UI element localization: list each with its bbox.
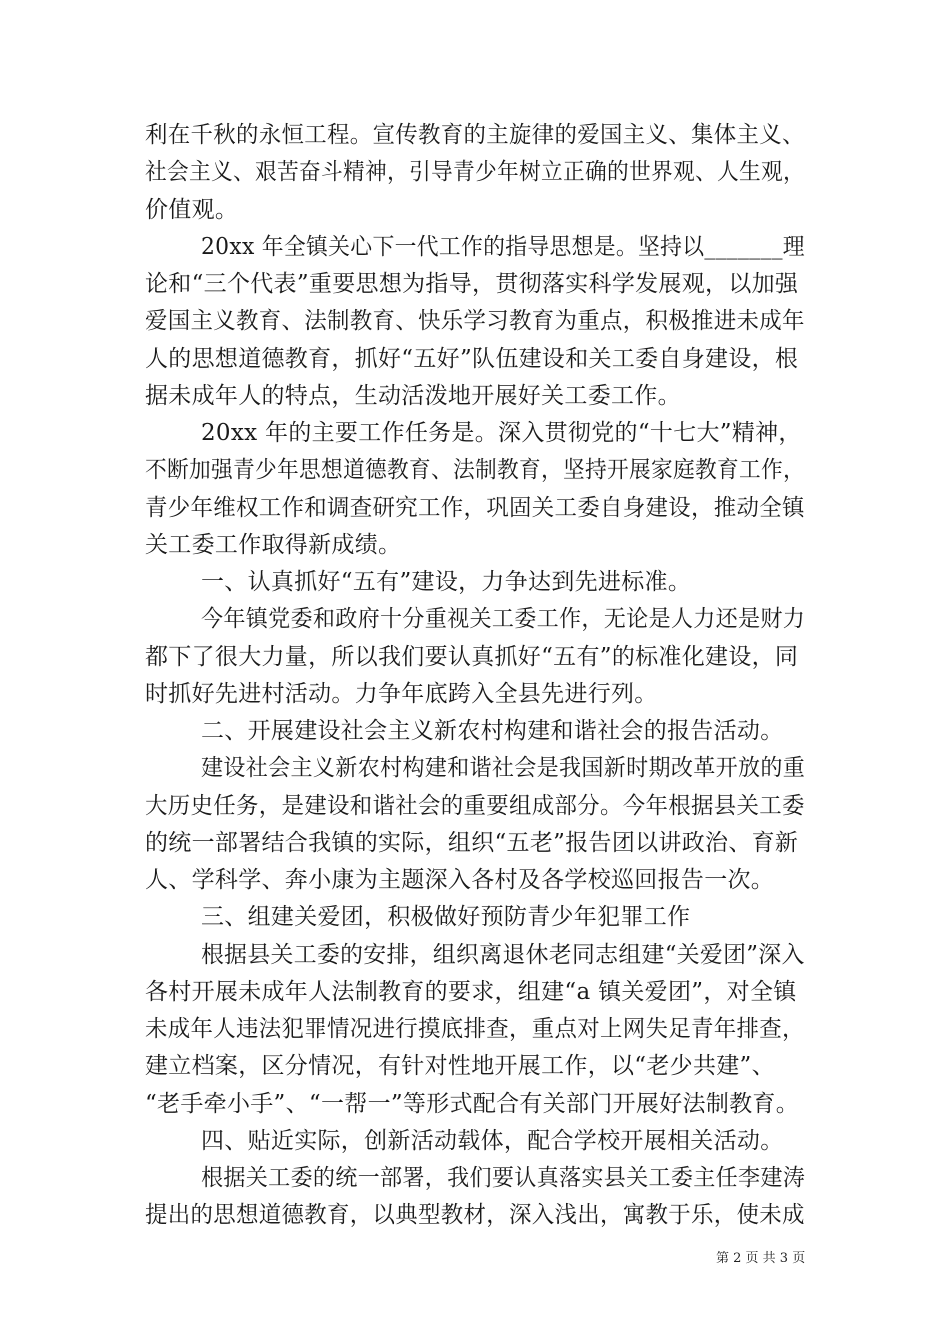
page-number-footer: 第 2 页 共 3 页 (716, 1251, 806, 1266)
section-heading: 三、组建关爱团，积极做好预防青少年犯罪工作 (201, 904, 691, 930)
paragraph-start-line: 根据关工委的统一部署，我们要认真落实县关工委主任李建涛 (201, 1165, 806, 1191)
text-line: 各村开展未成年人法制教育的要求，组建“a 镇关爱团”，对全镇 (145, 979, 797, 1005)
text-line: 都下了很大力量，所以我们要认真抓好“五有”的标准化建设，同 (145, 644, 799, 670)
paragraph-start-line: 20xx 年的主要工作任务是。深入贯彻党的“十七大”精神， (201, 420, 802, 446)
text-line: 的统一部署结合我镇的实际，组织“五老”报告团以讲政治、育新 (145, 830, 799, 856)
section-heading: 四、贴近实际，创新活动载体，配合学校开展相关活动。 (201, 1128, 784, 1154)
text-line: 提出的思想道德教育，以典型教材，深入浅出，寓教于乐，使未成 (145, 1202, 805, 1228)
text-line: 时抓好先进村活动。力争年底跨入全县先进行列。 (145, 681, 658, 707)
paragraph-start-line: 20xx 年全镇关心下一代工作的指导思想是。坚持以_______理 (201, 234, 805, 260)
paragraph-start-line: 今年镇党委和政府十分重视关工委工作，无论是人力还是财力 (201, 606, 806, 632)
text-line: 爱国主义教育、法制教育、快乐学习教育为重点，积极推进未成年 (145, 308, 805, 334)
text-line: “老手牵小手”、“一帮一”等形式配合有关部门开展好法制教育。 (145, 1091, 800, 1117)
section-heading: 二、开展建设社会主义新农村构建和谐社会的报告活动。 (201, 718, 784, 744)
text-line: 大历史任务，是建设和谐社会的重要组成部分。今年根据县关工委 (145, 793, 805, 819)
text-line: 论和“三个代表”重要思想为指导，贯彻落实科学发展观，以加强 (145, 271, 799, 297)
text-line: 人的思想道德教育，抓好“五好”队伍建设和关工委自身建设，根 (145, 346, 799, 372)
text-line: 社会主义、艰苦奋斗精神，引导青少年树立正确的世界观、人生观， (145, 159, 805, 185)
text-line: 据未成年人的特点，生动活泼地开展好关工委工作。 (145, 383, 681, 409)
paragraph-start-line: 根据县关工委的安排，组织离退休老同志组建“关爱团”深入 (201, 942, 805, 968)
section-heading: 一、认真抓好“五有”建设，力争达到先进标准。 (201, 569, 692, 595)
text-line: 利在千秋的永恒工程。宣传教育的主旋律的爱国主义、集体主义、 (145, 122, 805, 148)
text-line: 建立档案，区分情况，有针对性地开展工作，以“老少共建”、 (145, 1053, 775, 1079)
text-line: 人、学科学、奔小康为主题深入各村及各学校巡回报告一次。 (145, 867, 775, 893)
text-line: 不断加强青少年思想道德教育、法制教育，坚持开展家庭教育工作， (145, 457, 805, 483)
text-line: 青少年维权工作和调查研究工作，巩固关工委自身建设，推动全镇 (145, 495, 805, 521)
text-line: 关工委工作取得新成绩。 (145, 532, 402, 558)
paragraph-start-line: 建设社会主义新农村构建和谐社会是我国新时期改革开放的重 (201, 755, 806, 781)
text-line: 未成年人违法犯罪情况进行摸底排查，重点对上网失足青年排查， (145, 1016, 805, 1042)
text-line: 价值观。 (145, 197, 239, 223)
